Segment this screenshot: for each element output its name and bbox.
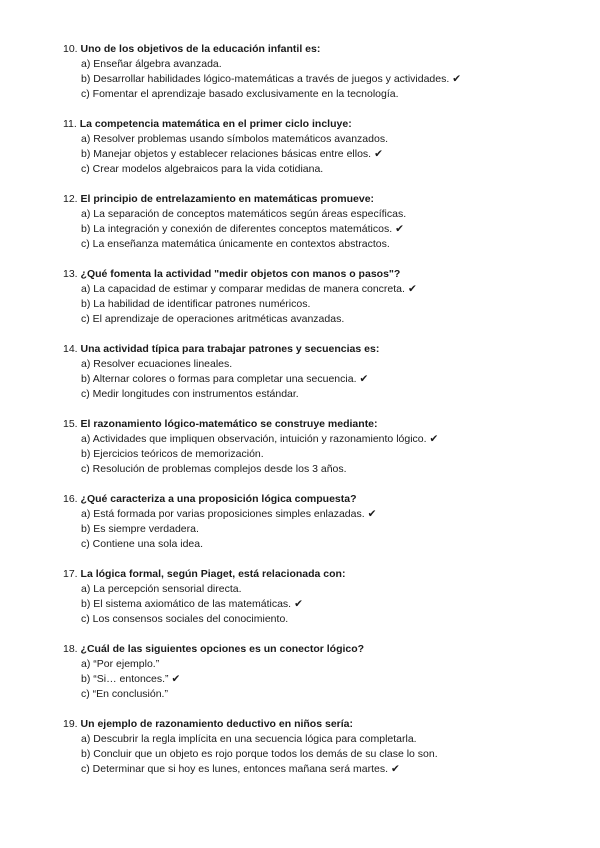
option-label: a) <box>81 358 91 370</box>
answer-option <box>63 72 583 87</box>
question-heading <box>63 117 583 132</box>
option-text: Es siempre verdadera. <box>93 523 199 535</box>
question-block <box>63 492 583 567</box>
option-text: Contiene una sola idea. <box>92 538 204 550</box>
answer-option <box>63 312 583 327</box>
answer-option <box>63 432 583 447</box>
option-label: a) <box>81 733 91 745</box>
question-list <box>63 42 583 777</box>
option-label: b) <box>81 148 91 160</box>
option-text: Enseñar álgebra avanzada. <box>93 58 222 70</box>
question-number: 11. <box>63 118 77 130</box>
question-text: La lógica formal, según Piaget, está relacionada con: <box>80 568 346 580</box>
question-block <box>63 567 583 642</box>
option-text: Determinar que si hoy es lunes, entonces mañana será martes. <box>92 763 388 775</box>
option-label: c) <box>81 463 90 475</box>
question-text: ¿Qué caracteriza a una proposición lógica compuesta? <box>80 493 357 505</box>
answer-option <box>63 597 583 612</box>
question-text: La competencia matemática en el primer ciclo incluye: <box>79 118 352 130</box>
option-text: El sistema axiomático de las matemáticas. <box>93 598 292 610</box>
option-text: Resolver ecuaciones lineales. <box>93 358 233 370</box>
option-label: b) <box>81 223 91 235</box>
option-label: a) <box>81 208 91 220</box>
option-text: La separación de conceptos matemáticos según áreas específicas. <box>93 208 407 220</box>
option-text: “Por ejemplo.” <box>93 658 160 670</box>
option-text: Concluir que un objeto es rojo porque todos los demás de su clase lo son. <box>93 748 438 760</box>
option-text: Resolución de problemas complejos desde los 3 años. <box>92 463 347 475</box>
option-text: “En conclusión.” <box>92 688 168 700</box>
option-label: a) <box>81 508 91 520</box>
answer-option <box>63 387 583 402</box>
checkmark-icon: ✔ <box>452 73 462 85</box>
answer-option <box>63 732 583 747</box>
option-text: Ejercicios teóricos de memorización. <box>93 448 264 460</box>
checkmark-icon: ✔ <box>294 598 303 610</box>
option-text: Desarrollar habilidades lógico-matemáticas a través de juegos y actividades. <box>93 73 450 85</box>
question-text: Un ejemplo de razonamiento deductivo en niños sería: <box>80 718 353 730</box>
option-label: b) <box>81 298 91 310</box>
answer-option <box>63 522 583 537</box>
question-text: ¿Cuál de las siguientes opciones es un conector lógico? <box>80 643 365 655</box>
question-block <box>63 117 583 192</box>
checkmark-icon: ✔ <box>391 763 400 775</box>
option-label: c) <box>81 613 90 625</box>
question-heading <box>63 417 583 432</box>
question-number: 17. <box>63 568 78 580</box>
question-number: 19. <box>63 718 78 730</box>
answer-option <box>63 462 583 477</box>
answer-option <box>63 687 583 702</box>
option-label: b) <box>81 73 91 85</box>
answer-option <box>63 657 583 672</box>
checkmark-icon: ✔ <box>367 508 377 520</box>
checkmark-icon: ✔ <box>395 223 404 235</box>
checkmark-icon: ✔ <box>429 433 439 445</box>
question-number: 10. <box>63 43 78 55</box>
option-label: c) <box>81 88 90 100</box>
option-label: c) <box>81 313 90 325</box>
option-label: b) <box>81 748 91 760</box>
option-text: Medir longitudes con instrumentos estándar. <box>92 388 299 400</box>
option-label: a) <box>81 433 91 445</box>
question-block <box>63 642 583 717</box>
option-text: La habilidad de identificar patrones numéricos. <box>93 298 311 310</box>
question-number: 13. <box>63 268 78 280</box>
question-text: Uno de los objetivos de la educación infantil es: <box>80 43 321 55</box>
option-label: b) <box>81 448 91 460</box>
option-label: b) <box>81 598 91 610</box>
answer-option <box>63 237 583 252</box>
checkmark-icon: ✔ <box>359 373 369 385</box>
option-text: El aprendizaje de operaciones aritméticas avanzadas. <box>92 313 345 325</box>
question-number: 14. <box>63 343 78 355</box>
answer-option <box>63 132 583 147</box>
question-heading <box>63 492 583 507</box>
question-heading <box>63 267 583 282</box>
question-block <box>63 342 583 417</box>
option-label: a) <box>81 658 91 670</box>
question-block <box>63 717 583 777</box>
answer-option <box>63 207 583 222</box>
question-block <box>63 192 583 267</box>
option-label: c) <box>81 238 90 250</box>
option-label: c) <box>81 763 90 775</box>
option-text: Fomentar el aprendizaje basado exclusivamente en la tecnología. <box>92 88 399 100</box>
answer-option <box>63 57 583 72</box>
question-heading <box>63 642 583 657</box>
answer-option <box>63 582 583 597</box>
option-label: a) <box>81 133 91 145</box>
option-label: c) <box>81 388 90 400</box>
answer-option <box>63 357 583 372</box>
question-block <box>63 417 583 492</box>
answer-option <box>63 297 583 312</box>
question-text: El principio de entrelazamiento en matemáticas promueve: <box>80 193 375 205</box>
answer-option <box>63 222 583 237</box>
option-label: a) <box>81 283 91 295</box>
answer-option <box>63 282 583 297</box>
checkmark-icon: ✔ <box>407 283 417 295</box>
question-block <box>63 267 583 342</box>
answer-option <box>63 537 583 552</box>
option-label: b) <box>81 523 91 535</box>
answer-option <box>63 162 583 177</box>
question-heading <box>63 342 583 357</box>
option-label: c) <box>81 688 90 700</box>
option-text: La percepción sensorial directa. <box>93 583 242 595</box>
answer-option <box>63 747 583 762</box>
question-number: 16. <box>63 493 78 505</box>
option-label: b) <box>81 673 91 685</box>
option-text: Descubrir la regla implícita en una secuencia lógica para completarla. <box>93 733 417 745</box>
question-number: 18. <box>63 643 78 655</box>
option-text: La enseñanza matemática únicamente en contextos abstractos. <box>92 238 390 250</box>
option-text: Crear modelos algebraicos para la vida cotidiana. <box>92 163 324 175</box>
answer-option <box>63 147 583 162</box>
answer-option <box>63 447 583 462</box>
option-text: La integración y conexión de diferentes conceptos matemáticos. <box>93 223 393 235</box>
answer-option <box>63 507 583 522</box>
answer-option <box>63 87 583 102</box>
question-number: 12. <box>63 193 78 205</box>
answer-option <box>63 372 583 387</box>
question-text: ¿Qué fomenta la actividad "medir objetos con manos o pasos"? <box>80 268 401 280</box>
option-label: b) <box>81 373 91 385</box>
question-text: Una actividad típica para trabajar patrones y secuencias es: <box>80 343 380 355</box>
option-label: a) <box>81 583 91 595</box>
option-text: Los consensos sociales del conocimiento. <box>92 613 289 625</box>
option-label: c) <box>81 538 90 550</box>
checkmark-icon: ✔ <box>374 148 383 160</box>
answer-option <box>63 762 583 777</box>
question-number: 15. <box>63 418 78 430</box>
question-text: El razonamiento lógico-matemático se construye mediante: <box>80 418 378 430</box>
question-heading <box>63 192 583 207</box>
option-text: La capacidad de estimar y comparar medidas de manera concreta. <box>93 283 405 295</box>
question-heading <box>63 42 583 57</box>
answer-option <box>63 672 583 687</box>
question-heading <box>63 567 583 582</box>
checkmark-icon: ✔ <box>171 673 181 685</box>
answer-option <box>63 612 583 627</box>
question-block <box>63 42 583 117</box>
question-heading <box>63 717 583 732</box>
option-text: Alternar colores o formas para completar una secuencia. <box>92 373 357 385</box>
option-text: Actividades que impliquen observación, intuición y razonamiento lógico. <box>92 433 427 445</box>
option-text: “Si… entonces.” <box>93 673 169 685</box>
option-text: Está formada por varias proposiciones simples enlazadas. <box>93 508 365 520</box>
option-text: Resolver problemas usando símbolos matemáticos avanzados. <box>93 133 388 145</box>
option-label: c) <box>81 163 90 175</box>
option-text: Manejar objetos y establecer relaciones básicas entre ellos. <box>93 148 372 160</box>
option-label: a) <box>81 58 91 70</box>
